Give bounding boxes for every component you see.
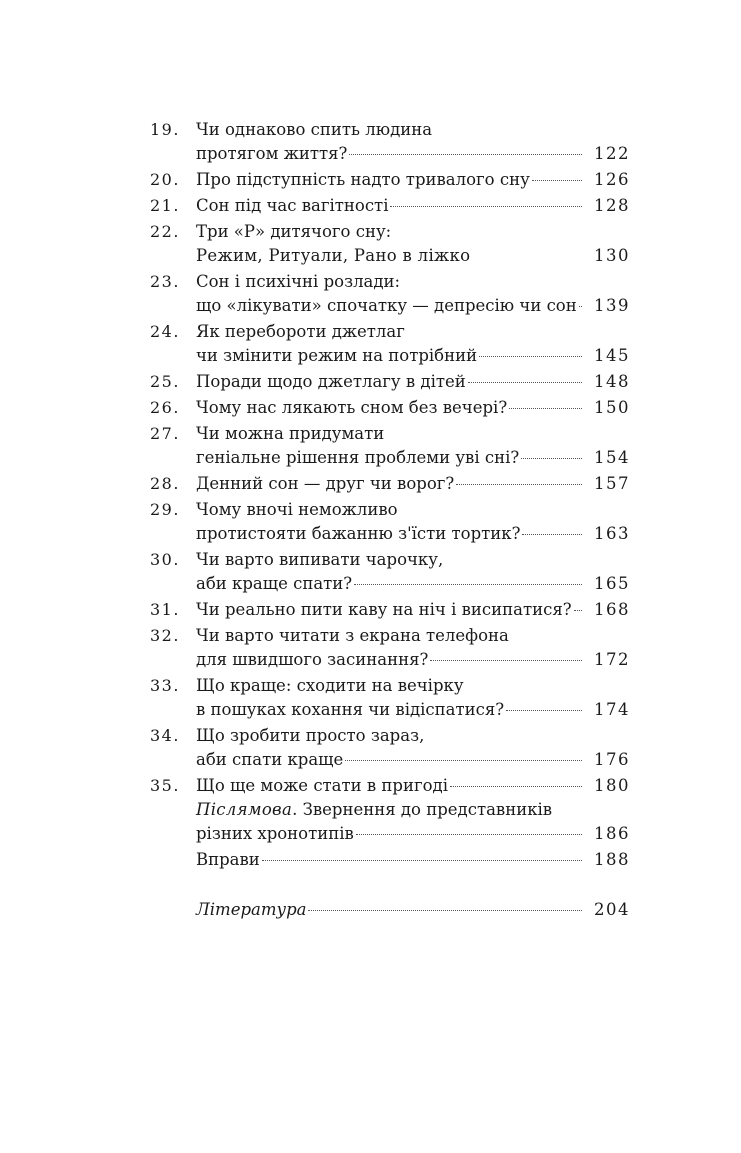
dot-leader bbox=[345, 760, 582, 761]
entry-title-line: для швидшого засинання? bbox=[196, 650, 429, 669]
page-number: 176 bbox=[594, 750, 630, 769]
page-number: 168 bbox=[594, 600, 630, 619]
entry-title-line: Що краще: сходити на вечірку bbox=[196, 676, 464, 695]
entry-number: 32. bbox=[150, 626, 180, 645]
dot-leader bbox=[390, 206, 582, 207]
afterword-label: Післямова bbox=[196, 800, 293, 819]
entry-title-line: в пошуках кохання чи відіспатися? bbox=[196, 700, 505, 719]
entry-title-line: протягом життя? bbox=[196, 144, 348, 163]
dot-leader bbox=[579, 306, 582, 307]
entry-title-line: аби краще спати? bbox=[196, 574, 353, 593]
page-number: 128 bbox=[594, 196, 630, 215]
afterword-title: . Звернення до представників bbox=[292, 800, 553, 819]
entry-title-line: чи змінити режим на потрібний bbox=[196, 346, 478, 365]
dot-leader bbox=[262, 860, 582, 861]
page-number: 204 bbox=[594, 900, 630, 919]
entry-title-line: Денний сон — друг чи ворог? bbox=[196, 474, 455, 493]
entry-number: 27. bbox=[150, 424, 180, 443]
page-number: 130 bbox=[594, 246, 630, 265]
entry-title-line: протистояти бажанню з'їсти тортик? bbox=[196, 524, 521, 543]
page-number: 148 bbox=[594, 372, 630, 391]
entry-number: 29. bbox=[150, 500, 180, 519]
entry-number: 34. bbox=[150, 726, 180, 745]
entry-title-line: Сон під час вагітності bbox=[196, 196, 389, 215]
entry-number: 24. bbox=[150, 322, 180, 341]
entry-number: 31. bbox=[150, 600, 180, 619]
dot-leader bbox=[349, 154, 582, 155]
entry-title-line: Чи варто випивати чарочку, bbox=[196, 550, 444, 569]
dot-leader bbox=[532, 180, 582, 181]
page-number: 180 bbox=[594, 776, 630, 795]
page-number: 174 bbox=[594, 700, 630, 719]
entry-title-line: Чому вночі неможливо bbox=[196, 500, 398, 519]
page-number: 163 bbox=[594, 524, 630, 543]
dot-leader bbox=[456, 484, 582, 485]
dot-leader bbox=[450, 786, 582, 787]
entry-title-line: Режим, Ритуали, Рано в ліжко bbox=[196, 246, 471, 265]
page-number: 139 bbox=[594, 296, 630, 315]
page-number: 154 bbox=[594, 448, 630, 467]
entry-title-line: що «лікувати» спочатку — депресію чи сон bbox=[196, 296, 577, 315]
entry-number: 19. bbox=[150, 120, 180, 139]
entry-number: 33. bbox=[150, 676, 180, 695]
entry-number: 25. bbox=[150, 372, 180, 391]
dot-leader bbox=[430, 660, 582, 661]
entry-number: 35. bbox=[150, 776, 180, 795]
dot-leader bbox=[522, 534, 582, 535]
entry-title-line: Чому нас лякають сном без вечері? bbox=[196, 398, 508, 417]
entry-title-line: Про підступність надто тривалого сну bbox=[196, 170, 530, 189]
page-number: 172 bbox=[594, 650, 630, 669]
dot-leader bbox=[479, 356, 582, 357]
dot-leader bbox=[354, 584, 582, 585]
entry-title-line: різних хронотипів bbox=[196, 824, 354, 843]
entry-title-line: Три «Р» дитячого сну: bbox=[196, 222, 392, 241]
dot-leader bbox=[308, 910, 582, 911]
dot-leader bbox=[468, 382, 582, 383]
dot-leader bbox=[574, 610, 582, 611]
page-number: 126 bbox=[594, 170, 630, 189]
page-number: 122 bbox=[594, 144, 630, 163]
entry-title-line: геніальне рішення проблеми уві сні? bbox=[196, 448, 520, 467]
page-number: 157 bbox=[594, 474, 630, 493]
entry-title-line: Вправи bbox=[196, 850, 260, 869]
entry-title-line: Чи варто читати з екрана телефона bbox=[196, 626, 509, 645]
dot-leader bbox=[521, 458, 582, 459]
entry-title-line: Чи можна придумати bbox=[196, 424, 385, 443]
page-number: 165 bbox=[594, 574, 630, 593]
page-number: 145 bbox=[594, 346, 630, 365]
page-number: 186 bbox=[594, 824, 630, 843]
entry-title-line: Поради щодо джетлагу в дітей bbox=[196, 372, 466, 391]
entry-number: 21. bbox=[150, 196, 180, 215]
dot-leader bbox=[509, 408, 582, 409]
entry-number: 23. bbox=[150, 272, 180, 291]
dot-leader bbox=[356, 834, 582, 835]
dot-leader bbox=[506, 710, 582, 711]
entry-number: 20. bbox=[150, 170, 180, 189]
page-number: 188 bbox=[594, 850, 630, 869]
entry-number: 22. bbox=[150, 222, 180, 241]
page-number: 150 bbox=[594, 398, 630, 417]
entry-title-line: Що зробити просто зараз, bbox=[196, 726, 425, 745]
entry-title-line: Що ще може стати в пригоді bbox=[196, 776, 448, 795]
entry-title-line: Сон і психічні розлади: bbox=[196, 272, 401, 291]
entry-number: 30. bbox=[150, 550, 180, 569]
entry-title-line: аби спати краще bbox=[196, 750, 344, 769]
entry-title-line: Чи однаково спить людина bbox=[196, 120, 433, 139]
entry-title-line: Література bbox=[196, 900, 307, 919]
entry-number: 26. bbox=[150, 398, 180, 417]
entry-number: 28. bbox=[150, 474, 180, 493]
entry-title-line: Чи реально пити каву на ніч і висипатися? bbox=[196, 600, 572, 619]
entry-title-line: Як перебороти джетлаг bbox=[196, 322, 405, 341]
